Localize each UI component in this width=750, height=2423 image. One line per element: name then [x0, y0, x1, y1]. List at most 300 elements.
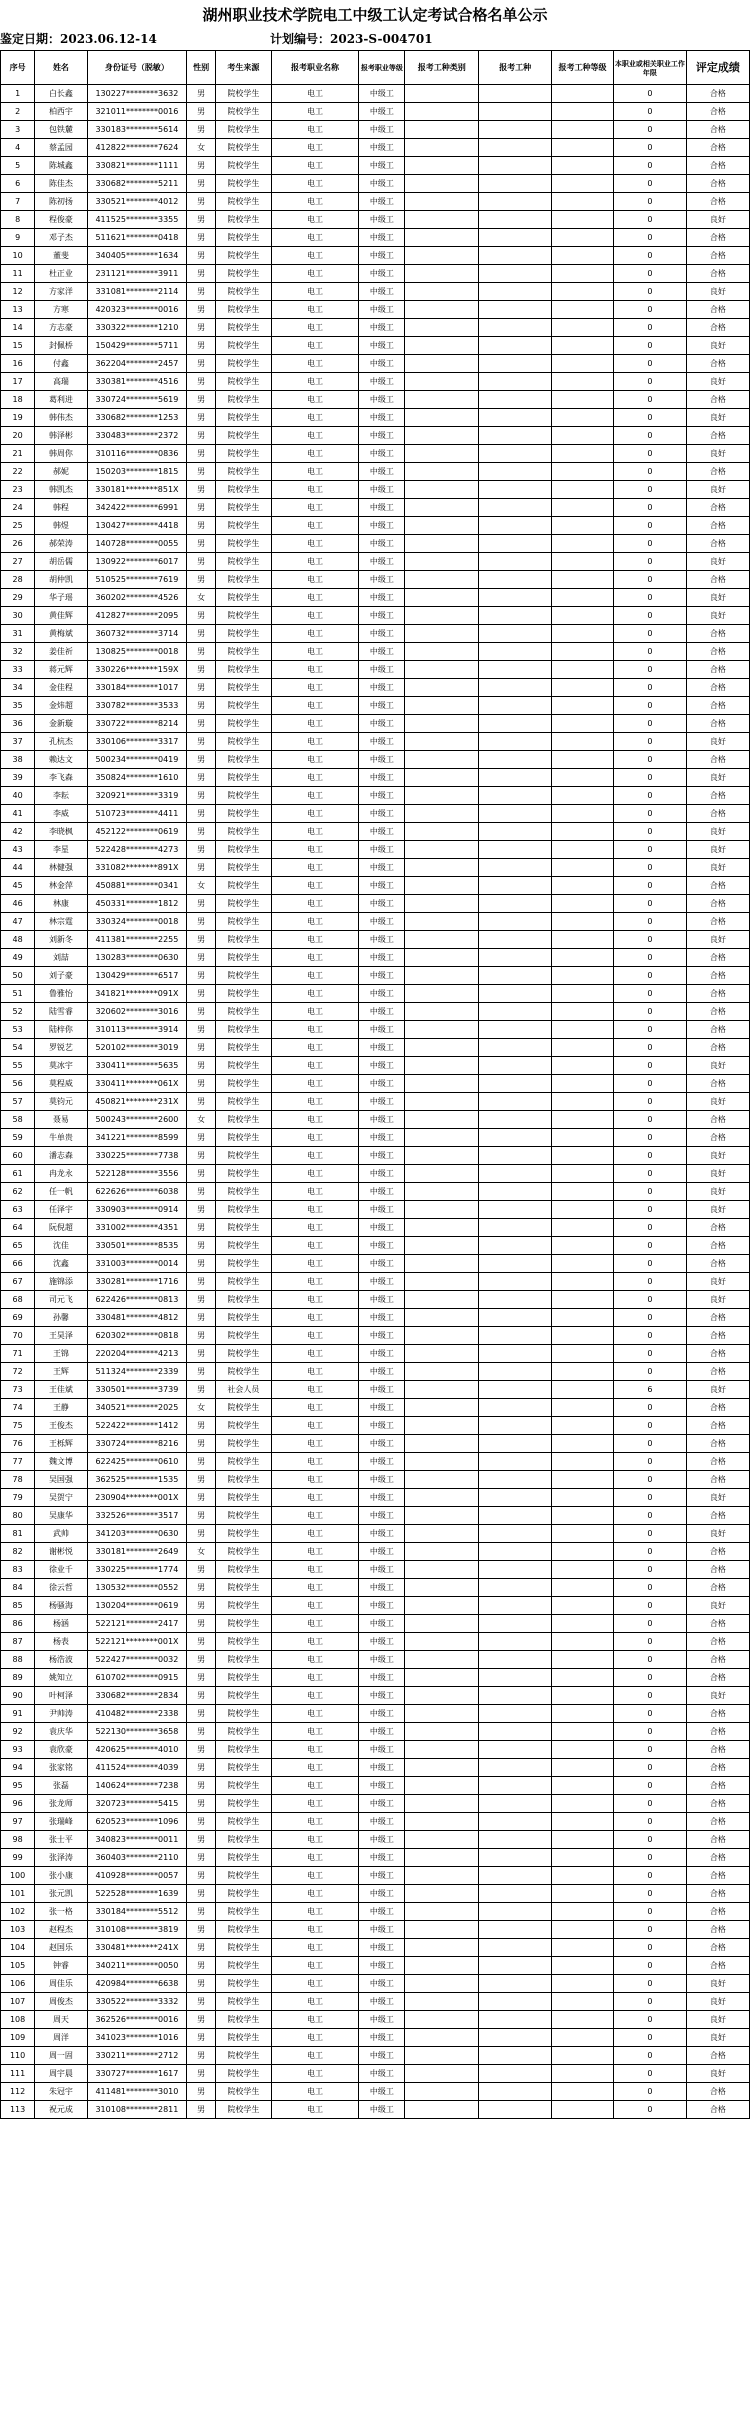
table-row [1, 301, 750, 319]
cell-name: 鲁雅怡 [35, 985, 87, 1003]
cell-source: 社会人员 [216, 1381, 272, 1399]
cell-level: 中级工 [359, 1885, 405, 1903]
cell-work-years: 0 [614, 625, 687, 643]
cell-level: 中级工 [359, 949, 405, 967]
cell-gender: 男 [187, 1291, 216, 1309]
cell-occupation: 电工 [271, 607, 359, 625]
table-row [1, 2047, 750, 2065]
cell-trade-level [551, 535, 613, 553]
table-row [1, 985, 750, 1003]
cell-trade-level [551, 1993, 613, 2011]
cell-source: 院校学生 [216, 1309, 272, 1327]
cell-trade [479, 1075, 552, 1093]
cell-gender: 男 [187, 499, 216, 517]
table-row [1, 769, 750, 787]
cell-gender: 男 [187, 247, 216, 265]
cell-source: 院校学生 [216, 499, 272, 517]
cell-id: 331082********891X [87, 859, 187, 877]
cell-gender: 男 [187, 2065, 216, 2083]
cell-level: 中级工 [359, 1345, 405, 1363]
cell-trade [479, 1489, 552, 1507]
table-row [1, 949, 750, 967]
cell-name: 武帅 [35, 1525, 87, 1543]
cell-level: 中级工 [359, 1309, 405, 1327]
table-row [1, 1345, 750, 1363]
cell-name: 韩周你 [35, 445, 87, 463]
cell-name: 徐云哲 [35, 1579, 87, 1597]
cell-name: 阮倪超 [35, 1219, 87, 1237]
cell-trade [479, 1993, 552, 2011]
cell-occupation: 电工 [271, 949, 359, 967]
cell-work-years: 0 [614, 1435, 687, 1453]
header-name: 姓名 [35, 51, 87, 85]
cell-work-years: 0 [614, 1975, 687, 1993]
cell-index: 34 [1, 679, 35, 697]
cell-trade-category [405, 1957, 479, 1975]
cell-trade-category [405, 1651, 479, 1669]
cell-level: 中级工 [359, 1921, 405, 1939]
table-row [1, 1291, 750, 1309]
cell-result: 合格 [686, 2047, 749, 2065]
cell-name: 封佩桥 [35, 337, 87, 355]
cell-id: 330181********851X [87, 481, 187, 499]
cell-work-years: 0 [614, 697, 687, 715]
cell-trade-category [405, 409, 479, 427]
cell-id: 500243********2600 [87, 1111, 187, 1129]
cell-result: 合格 [686, 1669, 749, 1687]
cell-id: 220204********4213 [87, 1345, 187, 1363]
cell-gender: 男 [187, 1183, 216, 1201]
cell-level: 中级工 [359, 895, 405, 913]
cell-trade-level [551, 481, 613, 499]
cell-trade-category [405, 1561, 479, 1579]
cell-gender: 男 [187, 913, 216, 931]
cell-trade [479, 1273, 552, 1291]
cell-id: 330226********159X [87, 661, 187, 679]
cell-index: 25 [1, 517, 35, 535]
cell-level: 中级工 [359, 175, 405, 193]
cell-level: 中级工 [359, 823, 405, 841]
cell-result: 合格 [686, 85, 749, 103]
cell-trade [479, 769, 552, 787]
cell-name: 方志豪 [35, 319, 87, 337]
cell-work-years: 0 [614, 1489, 687, 1507]
cell-level: 中级工 [359, 1093, 405, 1111]
cell-source: 院校学生 [216, 607, 272, 625]
cell-level: 中级工 [359, 1129, 405, 1147]
cell-occupation: 电工 [271, 445, 359, 463]
cell-id: 522422********1412 [87, 1417, 187, 1435]
cell-level: 中级工 [359, 859, 405, 877]
cell-trade-level [551, 1111, 613, 1129]
cell-occupation: 电工 [271, 643, 359, 661]
cell-source: 院校学生 [216, 2065, 272, 2083]
cell-result: 合格 [686, 427, 749, 445]
cell-index: 15 [1, 337, 35, 355]
cell-level: 中级工 [359, 1399, 405, 1417]
cell-occupation: 电工 [271, 1345, 359, 1363]
cell-trade [479, 823, 552, 841]
cell-name: 韩泽彬 [35, 427, 87, 445]
cell-trade [479, 1813, 552, 1831]
cell-source: 院校学生 [216, 805, 272, 823]
cell-index: 53 [1, 1021, 35, 1039]
cell-source: 院校学生 [216, 1201, 272, 1219]
cell-id: 330411********061X [87, 1075, 187, 1093]
cell-source: 院校学生 [216, 625, 272, 643]
cell-result: 合格 [686, 1507, 749, 1525]
table-row [1, 751, 750, 769]
table-row [1, 1687, 750, 1705]
cell-work-years: 0 [614, 859, 687, 877]
cell-id: 520102********3019 [87, 1039, 187, 1057]
cell-level: 中级工 [359, 1831, 405, 1849]
table-row [1, 967, 750, 985]
cell-id: 330225********7738 [87, 1147, 187, 1165]
cell-name: 杨涵 [35, 1615, 87, 1633]
cell-occupation: 电工 [271, 1291, 359, 1309]
cell-name: 张士平 [35, 1831, 87, 1849]
cell-result: 合格 [686, 175, 749, 193]
cell-gender: 男 [187, 643, 216, 661]
cell-index: 23 [1, 481, 35, 499]
cell-occupation: 电工 [271, 1507, 359, 1525]
cell-level: 中级工 [359, 1993, 405, 2011]
cell-source: 院校学生 [216, 1363, 272, 1381]
cell-trade-level [551, 859, 613, 877]
cell-work-years: 0 [614, 877, 687, 895]
cell-gender: 男 [187, 1129, 216, 1147]
cell-trade-level [551, 2065, 613, 2083]
cell-trade-category [405, 2065, 479, 2083]
cell-level: 中级工 [359, 1255, 405, 1273]
cell-level: 中级工 [359, 391, 405, 409]
cell-result: 合格 [686, 391, 749, 409]
cell-level: 中级工 [359, 643, 405, 661]
cell-id: 330211********2712 [87, 2047, 187, 2065]
cell-id: 330381********4516 [87, 373, 187, 391]
cell-trade-level [551, 1507, 613, 1525]
cell-work-years: 6 [614, 1381, 687, 1399]
cell-source: 院校学生 [216, 913, 272, 931]
table-row [1, 1993, 750, 2011]
cell-trade [479, 1435, 552, 1453]
cell-level: 中级工 [359, 1867, 405, 1885]
cell-id: 360732********3714 [87, 625, 187, 643]
table-row [1, 1921, 750, 1939]
cell-level: 中级工 [359, 121, 405, 139]
cell-source: 院校学生 [216, 1291, 272, 1309]
cell-gender: 男 [187, 463, 216, 481]
cell-result: 合格 [686, 715, 749, 733]
cell-level: 中级工 [359, 283, 405, 301]
cell-result: 合格 [686, 1795, 749, 1813]
cell-level: 中级工 [359, 769, 405, 787]
cell-occupation: 电工 [271, 1903, 359, 1921]
cell-id: 330181********2649 [87, 1543, 187, 1561]
cell-trade-category [405, 607, 479, 625]
cell-level: 中级工 [359, 1489, 405, 1507]
header-work-years: 本职业或相关职业工作年限 [614, 51, 687, 85]
cell-result: 合格 [686, 697, 749, 715]
table-row [1, 1489, 750, 1507]
cell-source: 院校学生 [216, 211, 272, 229]
cell-level: 中级工 [359, 1021, 405, 1039]
cell-gender: 男 [187, 211, 216, 229]
cell-occupation: 电工 [271, 1759, 359, 1777]
cell-name: 胡岳儒 [35, 553, 87, 571]
cell-source: 院校学生 [216, 247, 272, 265]
cell-id: 330411********5635 [87, 1057, 187, 1075]
cell-work-years: 0 [614, 265, 687, 283]
cell-level: 中级工 [359, 1849, 405, 1867]
cell-trade-level [551, 1849, 613, 1867]
cell-name: 刘喆 [35, 949, 87, 967]
cell-trade [479, 1579, 552, 1597]
table-row [1, 2083, 750, 2101]
cell-source: 院校学生 [216, 175, 272, 193]
cell-source: 院校学生 [216, 535, 272, 553]
cell-source: 院校学生 [216, 1723, 272, 1741]
cell-index: 49 [1, 949, 35, 967]
cell-source: 院校学生 [216, 373, 272, 391]
cell-index: 36 [1, 715, 35, 733]
cell-name: 王佳斌 [35, 1381, 87, 1399]
cell-name: 刘新冬 [35, 931, 87, 949]
cell-gender: 男 [187, 1075, 216, 1093]
cell-work-years: 0 [614, 1885, 687, 1903]
table-row [1, 265, 750, 283]
cell-trade-level [551, 1489, 613, 1507]
cell-trade-level [551, 301, 613, 319]
cell-id: 522427********0032 [87, 1651, 187, 1669]
cell-work-years: 0 [614, 1669, 687, 1687]
cell-gender: 男 [187, 571, 216, 589]
cell-occupation: 电工 [271, 733, 359, 751]
cell-id: 331002********4351 [87, 1219, 187, 1237]
cell-result: 合格 [686, 1363, 749, 1381]
cell-level: 中级工 [359, 2065, 405, 2083]
cell-work-years: 0 [614, 985, 687, 1003]
table-row [1, 157, 750, 175]
cell-occupation: 电工 [271, 1867, 359, 1885]
cell-index: 83 [1, 1561, 35, 1579]
cell-name: 王锦 [35, 1345, 87, 1363]
cell-level: 中级工 [359, 535, 405, 553]
cell-trade [479, 1039, 552, 1057]
table-row [1, 1777, 750, 1795]
cell-occupation: 电工 [271, 571, 359, 589]
cell-trade [479, 1867, 552, 1885]
cell-trade-level [551, 895, 613, 913]
cell-level: 中级工 [359, 967, 405, 985]
cell-name: 周一固 [35, 2047, 87, 2065]
cell-index: 2 [1, 103, 35, 121]
cell-id: 500234********0419 [87, 751, 187, 769]
cell-id: 620302********0818 [87, 1327, 187, 1345]
cell-level: 中级工 [359, 2029, 405, 2047]
cell-gender: 男 [187, 1093, 216, 1111]
cell-gender: 男 [187, 1273, 216, 1291]
cell-occupation: 电工 [271, 1147, 359, 1165]
cell-index: 45 [1, 877, 35, 895]
cell-level: 中级工 [359, 733, 405, 751]
cell-gender: 男 [187, 2083, 216, 2101]
cell-source: 院校学生 [216, 1183, 272, 1201]
cell-source: 院校学生 [216, 1489, 272, 1507]
cell-trade-level [551, 661, 613, 679]
cell-trade-level [551, 1093, 613, 1111]
cell-gender: 男 [187, 319, 216, 337]
cell-index: 80 [1, 1507, 35, 1525]
cell-work-years: 0 [614, 751, 687, 769]
cell-trade [479, 2065, 552, 2083]
cell-level: 中级工 [359, 1615, 405, 1633]
cell-trade [479, 1633, 552, 1651]
cell-result: 合格 [686, 1075, 749, 1093]
cell-trade [479, 1525, 552, 1543]
cell-trade [479, 1417, 552, 1435]
cell-trade [479, 517, 552, 535]
cell-id: 150203********1815 [87, 463, 187, 481]
cell-trade [479, 1921, 552, 1939]
table-row [1, 1957, 750, 1975]
cell-trade-category [405, 499, 479, 517]
cell-trade-category [405, 823, 479, 841]
cell-level: 中级工 [359, 985, 405, 1003]
cell-source: 院校学生 [216, 553, 272, 571]
cell-trade-category [405, 139, 479, 157]
cell-trade-category [405, 1129, 479, 1147]
table-row [1, 373, 750, 391]
cell-work-years: 0 [614, 571, 687, 589]
cell-level: 中级工 [359, 247, 405, 265]
cell-trade-level [551, 211, 613, 229]
cell-gender: 男 [187, 1867, 216, 1885]
cell-trade-category [405, 1309, 479, 1327]
table-row [1, 319, 750, 337]
cell-level: 中级工 [359, 1579, 405, 1597]
cell-occupation: 电工 [271, 535, 359, 553]
cell-trade-category [405, 1237, 479, 1255]
cell-level: 中级工 [359, 1435, 405, 1453]
cell-index: 108 [1, 2011, 35, 2029]
cell-occupation: 电工 [271, 1525, 359, 1543]
cell-gender: 男 [187, 1345, 216, 1363]
cell-index: 35 [1, 697, 35, 715]
cell-name: 华子瑶 [35, 589, 87, 607]
cell-work-years: 0 [614, 2101, 687, 2119]
cell-index: 5 [1, 157, 35, 175]
cell-result: 合格 [686, 1903, 749, 1921]
table-row [1, 121, 750, 139]
cell-name: 张元凯 [35, 1885, 87, 1903]
cell-trade-level [551, 931, 613, 949]
cell-gender: 男 [187, 1057, 216, 1075]
cell-trade-level [551, 427, 613, 445]
cell-index: 51 [1, 985, 35, 1003]
cell-source: 院校学生 [216, 445, 272, 463]
table-row [1, 1021, 750, 1039]
cell-source: 院校学生 [216, 1975, 272, 1993]
cell-trade [479, 283, 552, 301]
cell-trade-category [405, 1291, 479, 1309]
cell-source: 院校学生 [216, 931, 272, 949]
cell-trade-category [405, 967, 479, 985]
cell-work-years: 0 [614, 373, 687, 391]
cell-result: 合格 [686, 571, 749, 589]
table-row [1, 1669, 750, 1687]
cell-id: 150429********5711 [87, 337, 187, 355]
header-trade-category: 报考工种类别 [405, 51, 479, 85]
table-row [1, 1435, 750, 1453]
cell-work-years: 0 [614, 1201, 687, 1219]
cell-trade [479, 229, 552, 247]
cell-work-years: 0 [614, 769, 687, 787]
cell-work-years: 0 [614, 481, 687, 499]
cell-level: 中级工 [359, 1543, 405, 1561]
cell-occupation: 电工 [271, 931, 359, 949]
cell-id: 360403********2110 [87, 1849, 187, 1867]
cell-gender: 女 [187, 1543, 216, 1561]
cell-trade-category [405, 103, 479, 121]
cell-result: 良好 [686, 445, 749, 463]
cell-occupation: 电工 [271, 1849, 359, 1867]
table-row [1, 1183, 750, 1201]
cell-name: 蔡孟园 [35, 139, 87, 157]
cell-result: 合格 [686, 661, 749, 679]
cell-occupation: 电工 [271, 319, 359, 337]
cell-id: 340211********0050 [87, 1957, 187, 1975]
cell-gender: 男 [187, 1237, 216, 1255]
cell-occupation: 电工 [271, 1219, 359, 1237]
cell-trade-level [551, 841, 613, 859]
cell-trade [479, 1165, 552, 1183]
cell-trade-category [405, 1327, 479, 1345]
cell-occupation: 电工 [271, 1921, 359, 1939]
cell-work-years: 0 [614, 2083, 687, 2101]
cell-index: 30 [1, 607, 35, 625]
cell-result: 良好 [686, 553, 749, 571]
cell-name: 方寒 [35, 301, 87, 319]
header-result: 评定成绩 [686, 51, 749, 85]
cell-trade-category [405, 949, 479, 967]
cell-result: 良好 [686, 409, 749, 427]
cell-index: 87 [1, 1633, 35, 1651]
cell-source: 院校学生 [216, 1075, 272, 1093]
table-row [1, 1363, 750, 1381]
cell-index: 17 [1, 373, 35, 391]
cell-occupation: 电工 [271, 967, 359, 985]
cell-trade [479, 1201, 552, 1219]
cell-index: 112 [1, 2083, 35, 2101]
cell-index: 48 [1, 931, 35, 949]
cell-name: 金佳程 [35, 679, 87, 697]
cell-id: 330183********5614 [87, 121, 187, 139]
cell-result: 合格 [686, 1453, 749, 1471]
cell-index: 38 [1, 751, 35, 769]
table-row [1, 1201, 750, 1219]
cell-occupation: 电工 [271, 1075, 359, 1093]
cell-occupation: 电工 [271, 1993, 359, 2011]
cell-work-years: 0 [614, 1687, 687, 1705]
cell-id: 321011********0016 [87, 103, 187, 121]
cell-gender: 男 [187, 1975, 216, 1993]
cell-source: 院校学生 [216, 589, 272, 607]
cell-trade-category [405, 733, 479, 751]
table-row [1, 1813, 750, 1831]
cell-gender: 男 [187, 481, 216, 499]
